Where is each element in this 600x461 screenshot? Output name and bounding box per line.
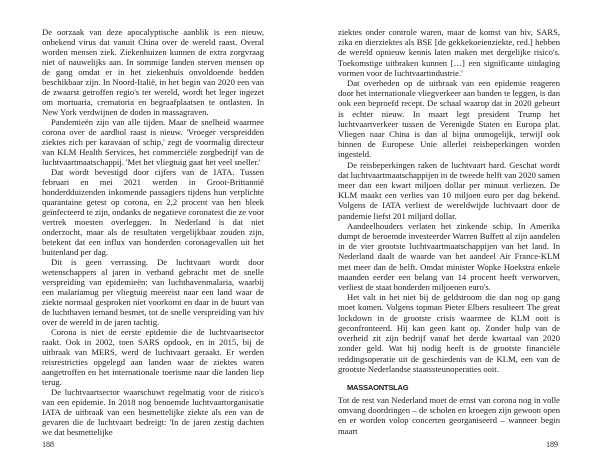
paragraph: Dit is geen verrassing. De luchtvaart wordt door wetenschappers al jaren in verband gebracht met de snelle verspreiding van epidemieën: van luchthavenmalaria, waarbij een malariamug per vliegtuig meereist naar een land waar de ziekte normaal gesproken niet voorkomt en daar in de buurt van de luchthaven iemand besmet, tot de snelle verspreiding van hiv over de wereld in de jaren tachtig. bbox=[42, 257, 264, 327]
page-number: 188 bbox=[42, 440, 54, 449]
paragraph: Tot de rest van Nederland moet de ernst van corona nog in volle omvang doordringen – de scholen en kroegen zijn gewoon open en er worden volop concerten georganiseerd – wanneer begin maart bbox=[338, 394, 560, 436]
paragraph: Pandemieën zijn van alle tijden. Maar de snelheid waarmee corona over de aardbol raast is nieuw. 'Vroeger verspreidden ziektes zich per karavaan of schip,' zegt de voormalig directeur van KLM Health Services, het commerciële zorgbedrijf van de luchtvaartmaatschappij. 'Met het vliegtuig gaat het veel sneller.' bbox=[42, 117, 264, 167]
paragraph: De oorzaak van deze apocalyptische aanblik is een nieuw, onbekend virus dat vanuit China over de wereld raast. Overal worden mensen ziek. Ziekenhuizen kunnen de extra zorgvraag niet of nauwelijks aan. In sommige landen sterven mensen op de gang omdat er in het ziekenhuis onvoldoende bedden beschikbaar zijn. In Noord-Italië, in het begin van 2020 een van de zwaarst getroffen regio's ter wereld, wordt het leger ingezet om mortuaria, crematoria en begraafplaatsen te ontlasten. In New York verdwijnen de doden in massagraven. bbox=[42, 27, 264, 117]
paragraph: Dat overheden op de uitbraak van een epidemie reageren door het internationale vliegverkeer aan banden te leggen, is dan ook een beproefd recept. De schaal waarop dat in 2020 gebeurt is echter nieuw. In maart legt president Trump het luchtvaartverkeer tussen de Verenigde Staten en Europa plat. Vliegen naar China is dan al bijna onmogelijk, terwijl ook binnen de Europese Unie allerlei reisbeperkingen worden ingesteld. bbox=[338, 78, 560, 160]
paragraph: De reisbeperkingen raken de luchtvaart hard. Geschat wordt dat luchtvaartmaatschappijen in de tweede helft van 2020 samen meer dan een kwart miljoen dollar per minuut verliezen. De KLM maakt een verlies van 10 miljoen euro per dag bekend. Volgens de IATA verliest de wereldwijde luchtvaart door de pandemie liefst 201 miljard dollar. bbox=[338, 159, 560, 221]
left-page-body bbox=[42, 27, 264, 437]
paragraph: Corona is niet de eerste epidemie die de luchtvaartsector raakt. Ook in 2002, toen SARS opdook, en in 2015, bij de uitbraak van MERS, werd de luchtvaart geraakt. Er werden reisrestricties opgelegd aan landen waar de ziektes waren aangetroffen en het internationale toerisme naar die landen liep terug. bbox=[42, 327, 264, 387]
paragraph: Het valt in het niet bij de geldstroom die dan nog op gang moet komen. Volgens topman Pieter Elbers resulteert The great lockdown in de grootste crisis waarmee de KLM ooit is geconfronteerd. Hij kan geen kant op. Zonder hulp van de overheid zit zijn bedrijf vanaf het derde kwartaal van 2020 zonder geld. Wat hij nodig heeft is de grootste financiële reddingsoperatie uit de geschiedenis van de KLM, een van de grootste Nederlandse staatssteunoperaties ooit. bbox=[338, 292, 560, 374]
paragraph: ziektes onder controle waren, maar de komst van hiv, SARS, zika en dierziektes als BSE [de gekkekoeienziekte, red.] hebben de wereld opnieuw kennis laten maken met dergelijke risico's. Toekomstige uitbraken kunnen […] een significante uitdaging vormen voor de luchtvaartindustrie.' bbox=[338, 27, 560, 78]
page-number: 189 bbox=[546, 440, 558, 449]
paragraph: De luchtvaartsector waarschuwt regelmatig voor de risico's van een epidemie. In 2018 nog benoemde luchtvaartorganisatie IATA de uitbraak van een besmettelijke ziekte als een van de gevaren die de luchtvaart bedreigt: 'In de jaren zestig dachten we dat besmettelijke bbox=[42, 387, 264, 437]
paragraph: Aandeelhouders verlaten het zinkende schip. In Amerika dumpt de beroemde investeerder Warren Buffett al zijn aandelen in de vier grootste luchtvaartmaatschappijen van het land. In Nederland daalt de waarde van het aandeel Air France-KLM met meer dan de helft. Omdat minister Wopke Hoekstra enkele maanden eerder een belang van 14 procent heeft verworven, verliest de staat honderden miljoenen euro's. bbox=[338, 220, 560, 293]
right-page-body bbox=[338, 27, 560, 436]
section-heading: MASSAONTSLAG bbox=[347, 382, 409, 392]
right-page bbox=[300, 0, 600, 461]
paragraph: Dat wordt bevestigd door cijfers van de IATA. Tussen februari en mei 2021 werden in Groot-Brittannië honderdduizenden inkomende passagiers tijdens hun verplichte quarantaine getest op corona, en 2,2 procent van hen bleek geïnfecteerd te zijn, ondanks de negatieve coronatest die ze voor vertrek moesten overleggen. In Nederland is dat niet onderzocht, maar als de resultaten vergelijkbaar zouden zijn, betekent dat een influx van honderden coronagevallen uit het buitenland per dag. bbox=[42, 167, 264, 257]
